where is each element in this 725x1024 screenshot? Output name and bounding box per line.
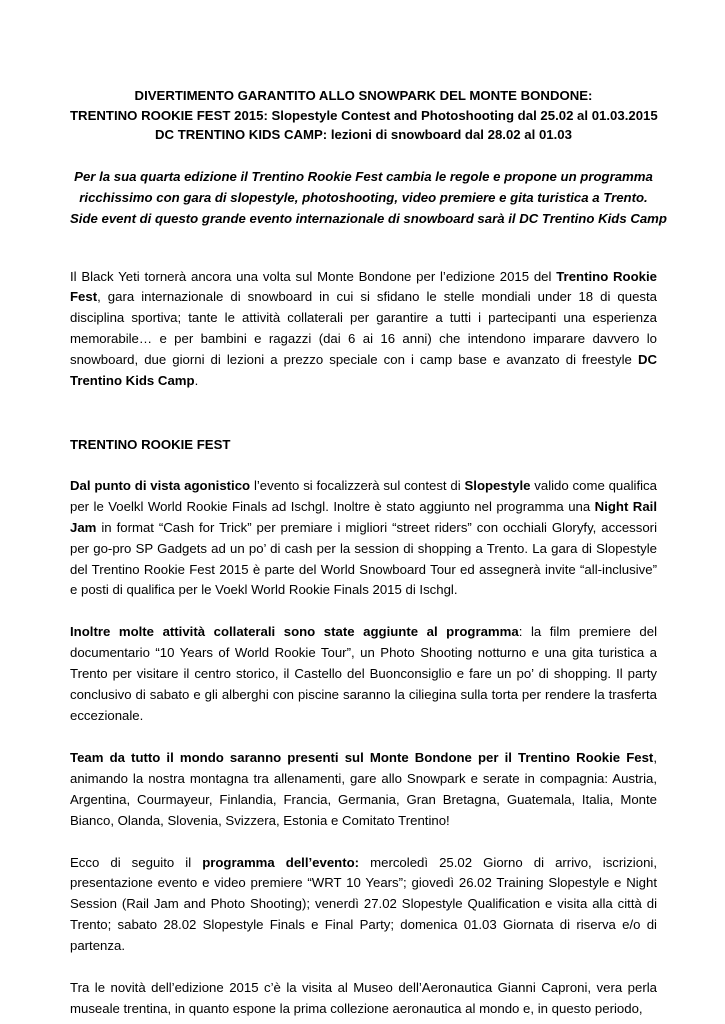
intro-text-1: Il Black Yeti tornerà ancora una volta sul Monte Bondone per l’edizione 2015 del [70, 268, 557, 284]
para1-text-3: in format “Cash for Trick” per premiare i migliori “street riders” con occhiali Gloryfy, accessori per go-pro SP Gadgets ad un po’ di cash per la session di shopping a Trento. La gara di Slopestyle del Trentino Rookie Fest 2015 è parte del World Snowboard Tour ed assegnerà invite “all-inclusive” e posti di qualifica per le Voekl World Rookie Finals 2015 di Ischgl. [70, 519, 657, 598]
title-line-2: TRENTINO ROOKIE FEST 2015: Slopestyle Contest and Photoshooting dal 25.02 al 01.03.2015 [70, 107, 658, 123]
intro-bold-2: DC Trentino Kids Camp [70, 352, 657, 389]
para1-bold-2: Slopestyle [464, 477, 531, 493]
para4-bold-1: programma dell’evento: [202, 854, 360, 870]
title-line-3: DC TRENTINO KIDS CAMP: lezioni di snowboard dal 28.02 al 01.03 [155, 127, 572, 142]
intro-text-3: . [194, 373, 199, 389]
press-release-title [70, 86, 657, 145]
para4-text-2: mercoledì 25.02 Giorno di arrivo, iscrizioni, presentazione evento e video premiere “WRT 10 Years”; giovedì 26.02 Training Slopestyle e Night Session (Rail Jam and Photo Shooting); venerdì 27.02 Slopestyle Qualification e visita alla città di Trento; sabato 28.02 Slopestyle Finals e Final Party; domenica 01.03 Giornata di riserva e/o di partenza. [70, 854, 658, 954]
para4-text-1: Ecco di seguito il [70, 854, 203, 870]
press-release-subtitle [70, 166, 667, 229]
paragraph-agonistic [70, 476, 657, 601]
subtitle-line-3: Side event di questo grande evento internazionale di snowboard sarà il DC Trentino Kids Camp [70, 210, 667, 226]
paragraph-programme [70, 853, 657, 958]
para2-text-1: : la film premiere del documentario “10 Years of World Rookie Tour”, un Photo Shooting notturno e una gita turistica a Trento per visitare il centro storico, il Castello del Buonconsiglio e fare un po’ di shopping. Il party conclusivo di sabato e gli alberghi con piscine saranno la ciliegina sulla torta per rendere la trasferta eccezionale. [70, 624, 658, 723]
para5-text-1: Tra le novità dell’edizione 2015 c’è la visita al Museo dell’Aeronautica Gianni Caproni, vera perla museale trentina, in quanto espone la prima collezione aeronautica al mondo e, in questo periodo, [70, 980, 657, 1016]
section-heading: TRENTINO ROOKIE FEST [70, 436, 231, 452]
para1-bold-3: Night Rail Jam [70, 498, 657, 535]
para1-text-2: valido come qualifica per le Voelkl World Rookie Finals ad Ischgl. Inoltre è stato aggiunto nel programma una [70, 477, 657, 514]
intro-bold-1: Trentino Rookie Fest [70, 268, 657, 305]
paragraph-activities [70, 622, 657, 727]
subtitle-line-1: Per la sua quarta edizione il Trentino Rookie Fest cambia le regole e propone un programma [74, 168, 653, 184]
intro-paragraph [70, 267, 657, 392]
para1-bold-1: Dal punto di vista agonistico [70, 477, 251, 493]
para1-text-1: l’evento si focalizzerà sul contest di [250, 477, 465, 493]
para3-bold-1: Team da tutto il mondo saranno presenti sul Monte Bondone per il Trentino Rookie Fest [70, 749, 654, 765]
title-line-1: DIVERTIMENTO GARANTITO ALLO SNOWPARK DEL MONTE BONDONE: [134, 88, 593, 103]
paragraph-news [70, 978, 657, 1020]
paragraph-teams [70, 748, 657, 832]
para3-text-1: , animando la nostra montagna tra allenamenti, gare allo Snowpark e serate in compagnia: Austria, Argentina, Courmayeur, Finlandia, Francia, Germania, Gran Bretagna, Guatemala, Italia, Monte Bianco, Olanda, Slovenia, Svizzera, Estonia e Comitato Trentino! [70, 749, 657, 828]
subtitle-line-2: ricchissimo con gara di slopestyle, photoshooting, video premiere e gita turistica a Trento. [79, 189, 648, 205]
intro-text-2: , gara internazionale di snowboard in cui si sfidano le stelle mondiali under 18 di questa disciplina sportiva; tante le attività collaterali per garantire a tutti i partecipanti una esperienza memorabile… e per bambini e ragazzi (dai 6 ai 16 anni) che intendono imparare davvero lo snowboard, due giorni di lezioni a prezzo speciale con i camp base e avanzato di freestyle [70, 289, 657, 368]
para2-bold-1: Inoltre molte attività collaterali sono state aggiunte al programma [70, 624, 519, 640]
